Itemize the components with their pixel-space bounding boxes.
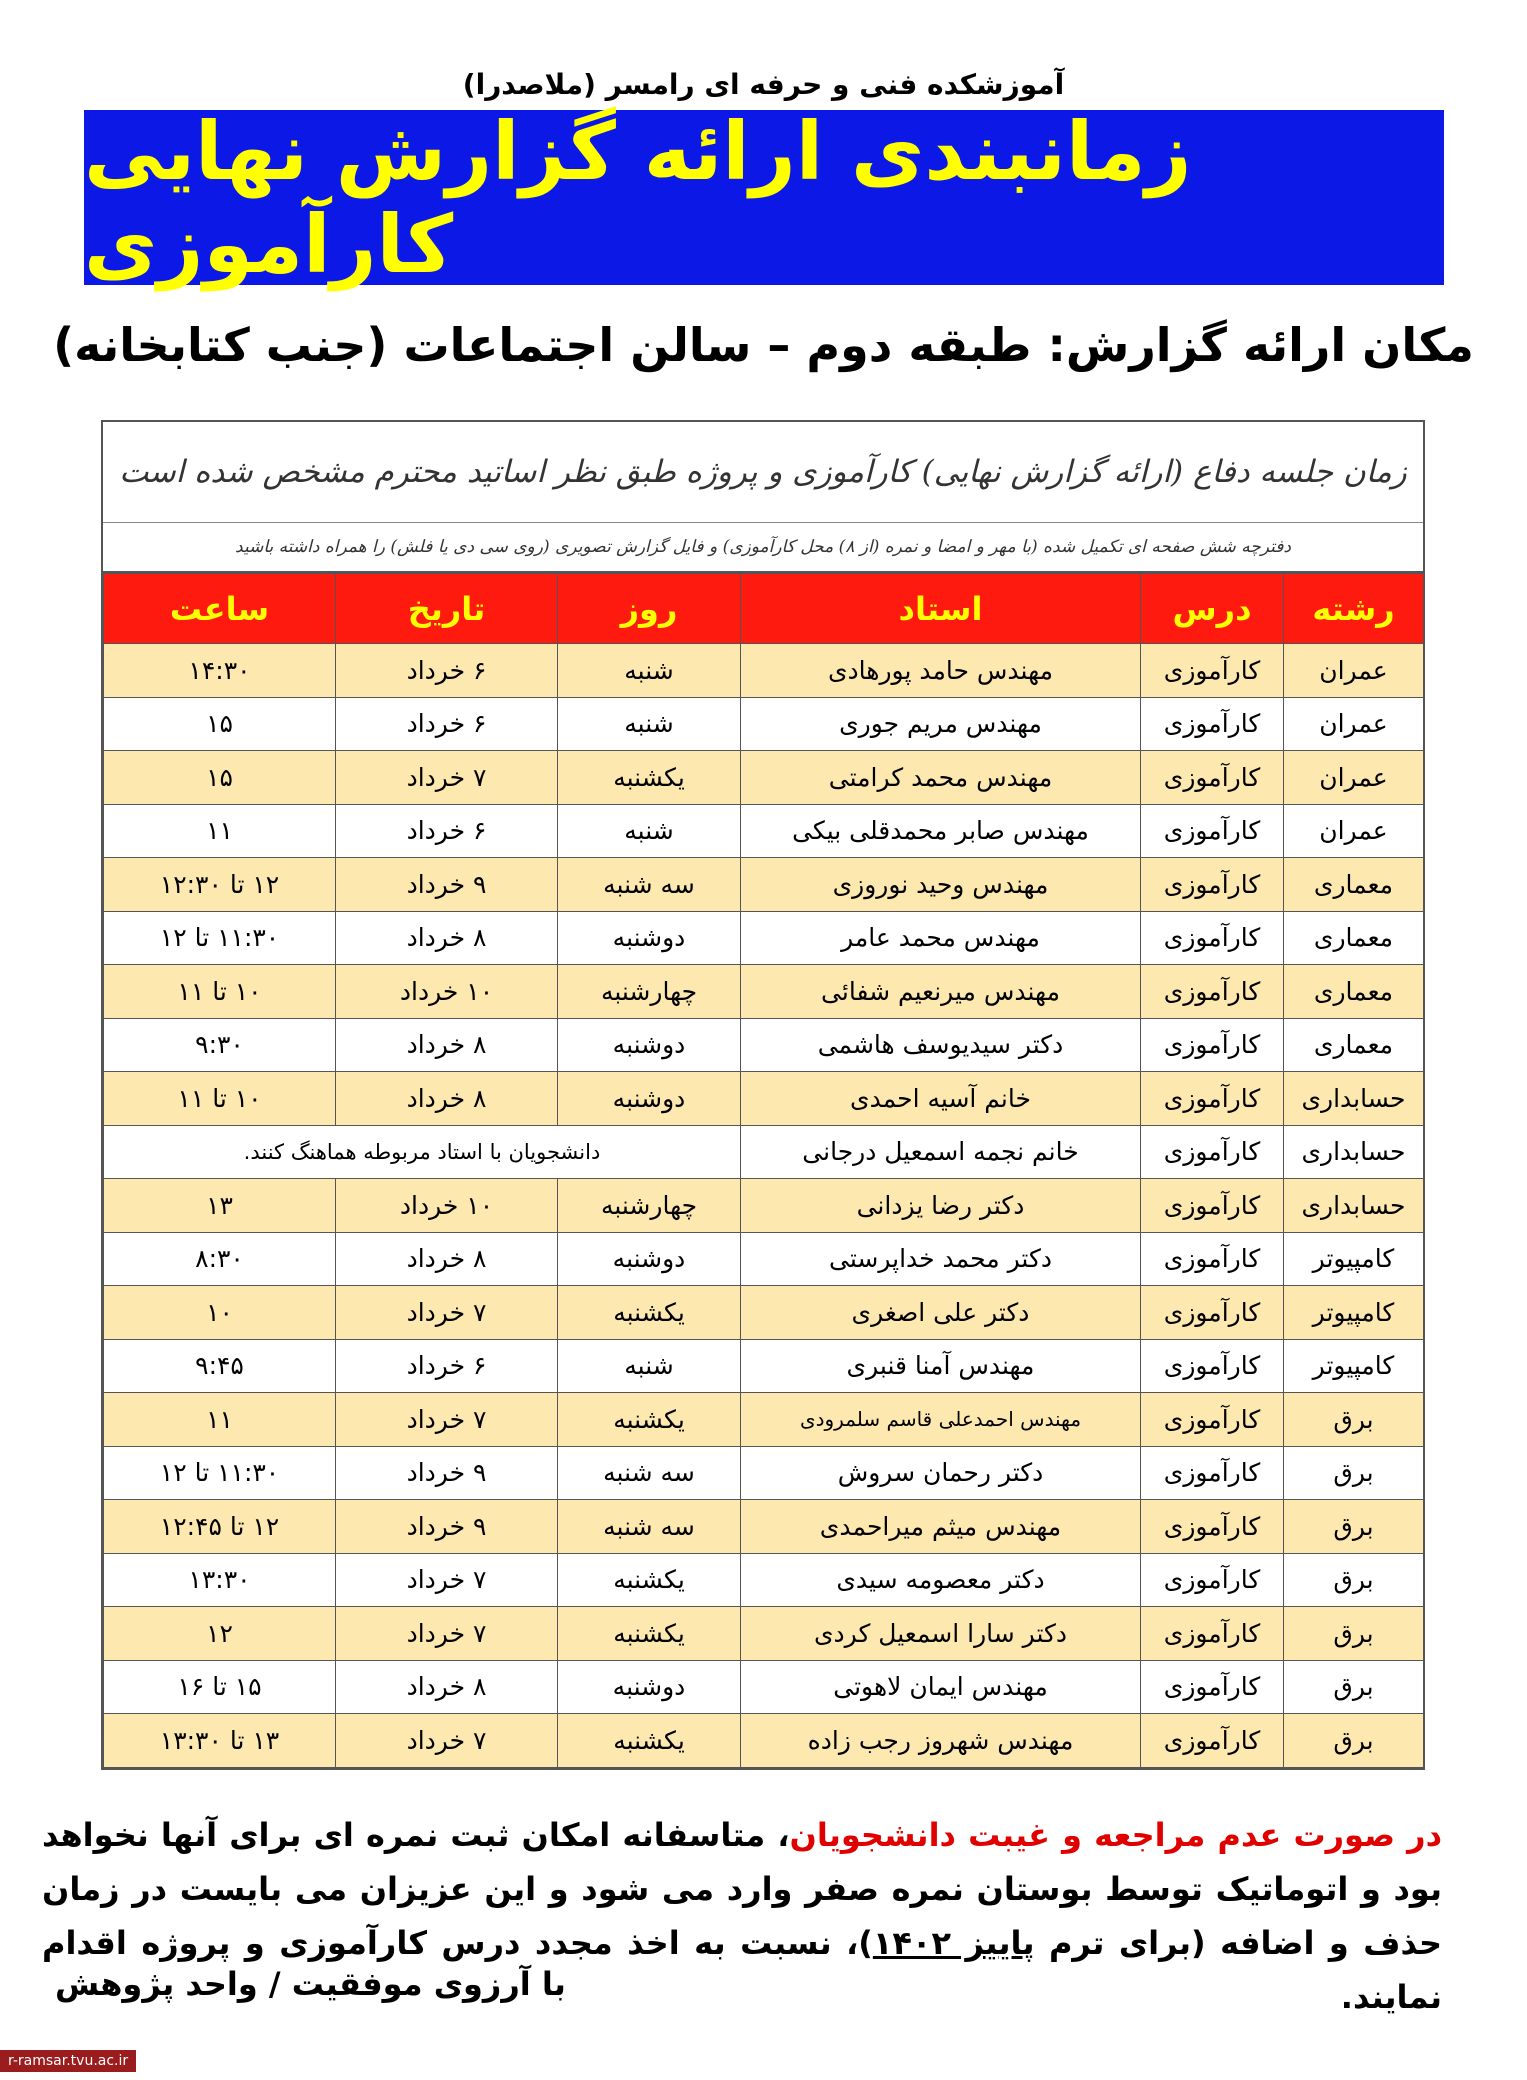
institute-name: آموزشکده فنی و حرفه ای رامسر (ملاصدرا) (462, 68, 1065, 101)
table-row (104, 858, 1424, 912)
cell-time: ۹:۳۰ (104, 1018, 336, 1072)
cell-day: چهارشنبه (558, 1179, 741, 1233)
table-row (104, 644, 1424, 698)
cell-field: حسابداری (1284, 1072, 1424, 1126)
cell-day: یکشنبه (558, 1607, 741, 1661)
cell-day: دوشنبه (558, 1232, 741, 1286)
table-row (104, 804, 1424, 858)
cell-teacher: دکتر سیدیوسف هاشمی (741, 1018, 1141, 1072)
note-requirements: دفترچه شش صفحه ای تکمیل شده (با مهر و امضا و نمره (از ۸) محل کارآموزی) و فایل گزارش تصویری (روی سی دی یا فلش) را همراه داشته باشید (103, 523, 1423, 573)
location-line: مکان ارائه گزارش: طبقه دوم – سالن اجتماعات (جنب کتابخانه) (53, 318, 1474, 372)
cell-time: ۱۳:۳۰ (104, 1553, 336, 1607)
page-title: زمانبندی ارائه گزارش نهایی کارآموزی (84, 104, 1192, 291)
cell-time: ۱۲ تا ۱۲:۳۰ (104, 858, 336, 912)
cell-teacher: مهندس آمنا قنبری (741, 1339, 1141, 1393)
cell-time: ۱۵ تا ۱۶ (104, 1660, 336, 1714)
table-row (104, 1339, 1424, 1393)
cell-teacher: مهندس محمد عامر (741, 911, 1141, 965)
cell-day: شنبه (558, 804, 741, 858)
cell-time: ۱۵ (104, 697, 336, 751)
cell-date: ۸ خرداد (336, 911, 558, 965)
cell-date: ۶ خرداد (336, 697, 558, 751)
cell-time: ۱۱:۳۰ تا ۱۲ (104, 911, 336, 965)
table-row (104, 965, 1424, 1019)
cell-date: ۷ خرداد (336, 1607, 558, 1661)
cell-field: حسابداری (1284, 1179, 1424, 1233)
cell-teacher: مهندس میرنعیم شفائی (741, 965, 1141, 1019)
header-date: تاریخ (336, 574, 558, 644)
header-day: روز (558, 574, 741, 644)
cell-day: یکشنبه (558, 1553, 741, 1607)
cell-date: ۱۰ خرداد (336, 1179, 558, 1233)
site-url[interactable]: r-ramsar.tvu.ac.ir (0, 2050, 136, 2072)
cell-day: سه شنبه (558, 1500, 741, 1554)
cell-time: ۱۲ تا ۱۲:۴۵ (104, 1500, 336, 1554)
cell-course: کارآموزی (1141, 1179, 1284, 1233)
cell-course: کارآموزی (1141, 1607, 1284, 1661)
cell-course: کارآموزی (1141, 751, 1284, 805)
table-row (104, 1179, 1424, 1233)
cell-teacher: دکتر رحمان سروش (741, 1446, 1141, 1500)
cell-course: کارآموزی (1141, 1125, 1284, 1179)
header-field: رشته (1284, 574, 1424, 644)
cell-field: معماری (1284, 911, 1424, 965)
cell-field: حسابداری (1284, 1125, 1424, 1179)
cell-date: ۶ خرداد (336, 804, 558, 858)
header-time: ساعت (104, 574, 336, 644)
cell-field: برق (1284, 1393, 1424, 1447)
cell-day: یکشنبه (558, 1714, 741, 1768)
cell-date: ۷ خرداد (336, 1714, 558, 1768)
cell-field: برق (1284, 1446, 1424, 1500)
cell-teacher: مهندس میثم میراحمدی (741, 1500, 1141, 1554)
cell-teacher: دکتر علی اصغری (741, 1286, 1141, 1340)
header-teacher: استاد (741, 574, 1141, 644)
cell-merged-note: دانشجویان با استاد مربوطه هماهنگ کنند. (104, 1125, 741, 1179)
cell-field: برق (1284, 1714, 1424, 1768)
table-header-row (104, 574, 1424, 644)
cell-course: کارآموزی (1141, 804, 1284, 858)
cell-time: ۹:۴۵ (104, 1339, 336, 1393)
cell-date: ۷ خرداد (336, 1286, 558, 1340)
cell-field: معماری (1284, 858, 1424, 912)
table-row (104, 1607, 1424, 1661)
cell-day: سه شنبه (558, 1446, 741, 1500)
cell-date: ۹ خرداد (336, 1446, 558, 1500)
cell-field: کامپیوتر (1284, 1232, 1424, 1286)
cell-course: کارآموزی (1141, 1393, 1284, 1447)
cell-date: ۸ خرداد (336, 1660, 558, 1714)
cell-teacher: دکتر رضا یزدانی (741, 1179, 1141, 1233)
cell-time: ۱۰ تا ۱۱ (104, 965, 336, 1019)
cell-field: برق (1284, 1553, 1424, 1607)
table-row (104, 1125, 1424, 1179)
cell-field: برق (1284, 1500, 1424, 1554)
header-course: درس (1141, 574, 1284, 644)
cell-time: ۱۵ (104, 751, 336, 805)
table-row (104, 1393, 1424, 1447)
cell-teacher: مهندس ایمان لاهوتی (741, 1660, 1141, 1714)
cell-date: ۹ خرداد (336, 858, 558, 912)
schedule-table (103, 573, 1424, 1768)
cell-field: عمران (1284, 804, 1424, 858)
cell-date: ۷ خرداد (336, 751, 558, 805)
table-row (104, 751, 1424, 805)
cell-course: کارآموزی (1141, 1660, 1284, 1714)
schedule-table-container (101, 420, 1425, 1770)
table-row (104, 1232, 1424, 1286)
cell-course: کارآموزی (1141, 1286, 1284, 1340)
cell-course: کارآموزی (1141, 965, 1284, 1019)
cell-day: شنبه (558, 1339, 741, 1393)
cell-day: دوشنبه (558, 1018, 741, 1072)
cell-teacher: مهندس مریم جوری (741, 697, 1141, 751)
footer-term: پاییز ۱۴۰۲ (872, 1924, 1035, 1962)
note-schedule: زمان جلسه دفاع (ارائه گزارش نهایی) کارآموزی و پروژه طبق نظر اساتید محترم مشخص شده است (103, 422, 1423, 523)
cell-field: کامپیوتر (1284, 1286, 1424, 1340)
cell-date: ۹ خرداد (336, 1500, 558, 1554)
cell-time: ۱۳ (104, 1179, 336, 1233)
cell-day: یکشنبه (558, 1393, 741, 1447)
cell-date: ۸ خرداد (336, 1072, 558, 1126)
cell-teacher: دکتر معصومه سیدی (741, 1553, 1141, 1607)
table-row (104, 697, 1424, 751)
footer-text-a: ، متاسفانه امکان ثبت نمره ای برای آنها نخواهد بود و اتوماتیک توسط بوستان نمره صفر وارد می شود و این عزیزان می بایست در زمان حذف و اضافه (برای ترم (42, 1816, 1442, 1962)
cell-date: ۶ خرداد (336, 1339, 558, 1393)
cell-day: یکشنبه (558, 1286, 741, 1340)
table-row (104, 1714, 1424, 1768)
table-row (104, 1553, 1424, 1607)
cell-course: کارآموزی (1141, 644, 1284, 698)
cell-time: ۱۱ (104, 1393, 336, 1447)
cell-course: کارآموزی (1141, 1339, 1284, 1393)
cell-teacher: مهندس صابر محمدقلی بیکی (741, 804, 1141, 858)
cell-time: ۱۰ (104, 1286, 336, 1340)
cell-time: ۱۴:۳۰ (104, 644, 336, 698)
table-row (104, 1500, 1424, 1554)
cell-field: عمران (1284, 751, 1424, 805)
cell-time: ۸:۳۰ (104, 1232, 336, 1286)
cell-teacher: دکتر سارا اسمعیل کردی (741, 1607, 1141, 1661)
signature: با آرزوی موفقیت / واحد پژوهش (55, 1965, 566, 2003)
cell-date: ۷ خرداد (336, 1393, 558, 1447)
cell-field: عمران (1284, 644, 1424, 698)
cell-day: دوشنبه (558, 1072, 741, 1126)
cell-teacher: مهندس محمد کرامتی (741, 751, 1141, 805)
cell-time: ۱۳ تا ۱۳:۳۰ (104, 1714, 336, 1768)
cell-day: شنبه (558, 644, 741, 698)
table-row (104, 1286, 1424, 1340)
cell-date: ۱۰ خرداد (336, 965, 558, 1019)
cell-field: عمران (1284, 697, 1424, 751)
cell-field: برق (1284, 1607, 1424, 1661)
cell-date: ۷ خرداد (336, 1553, 558, 1607)
table-row (104, 1072, 1424, 1126)
title-banner (84, 104, 1444, 291)
cell-day: چهارشنبه (558, 965, 741, 1019)
footer-warning: در صورت عدم مراجعه و غیبت دانشجویان (789, 1816, 1443, 1854)
cell-course: کارآموزی (1141, 697, 1284, 751)
table-row (104, 1446, 1424, 1500)
cell-course: کارآموزی (1141, 1714, 1284, 1768)
table-row (104, 1018, 1424, 1072)
cell-teacher: مهندس حامد پورهادی (741, 644, 1141, 698)
cell-field: کامپیوتر (1284, 1339, 1424, 1393)
cell-course: کارآموزی (1141, 1232, 1284, 1286)
cell-day: شنبه (558, 697, 741, 751)
cell-teacher: خانم نجمه اسمعیل درجانی (741, 1125, 1141, 1179)
cell-day: سه شنبه (558, 858, 741, 912)
cell-course: کارآموزی (1141, 1446, 1284, 1500)
cell-time: ۱۰ تا ۱۱ (104, 1072, 336, 1126)
cell-teacher: مهندس احمدعلی قاسم سلمرودی (741, 1393, 1141, 1447)
table-row (104, 1660, 1424, 1714)
cell-course: کارآموزی (1141, 858, 1284, 912)
cell-teacher: دکتر محمد خداپرستی (741, 1232, 1141, 1286)
cell-teacher: مهندس وحید نوروزی (741, 858, 1141, 912)
cell-course: کارآموزی (1141, 1500, 1284, 1554)
cell-time: ۱۱:۳۰ تا ۱۲ (104, 1446, 336, 1500)
cell-course: کارآموزی (1141, 911, 1284, 965)
cell-course: کارآموزی (1141, 1018, 1284, 1072)
cell-day: دوشنبه (558, 1660, 741, 1714)
cell-date: ۶ خرداد (336, 644, 558, 698)
cell-day: دوشنبه (558, 911, 741, 965)
cell-day: یکشنبه (558, 751, 741, 805)
cell-date: ۸ خرداد (336, 1232, 558, 1286)
cell-time: ۱۱ (104, 804, 336, 858)
cell-field: معماری (1284, 965, 1424, 1019)
cell-course: کارآموزی (1141, 1072, 1284, 1126)
cell-field: معماری (1284, 1018, 1424, 1072)
cell-time: ۱۲ (104, 1607, 336, 1661)
cell-field: برق (1284, 1660, 1424, 1714)
cell-teacher: مهندس شهروز رجب زاده (741, 1714, 1141, 1768)
cell-course: کارآموزی (1141, 1553, 1284, 1607)
cell-teacher: خانم آسیه احمدی (741, 1072, 1141, 1126)
footer-text-b: )، نسبت به اخذ مجدد درس کارآموزی و پروژه اقدام نمایند. (42, 1924, 1442, 2016)
table-row (104, 911, 1424, 965)
cell-date: ۸ خرداد (336, 1018, 558, 1072)
